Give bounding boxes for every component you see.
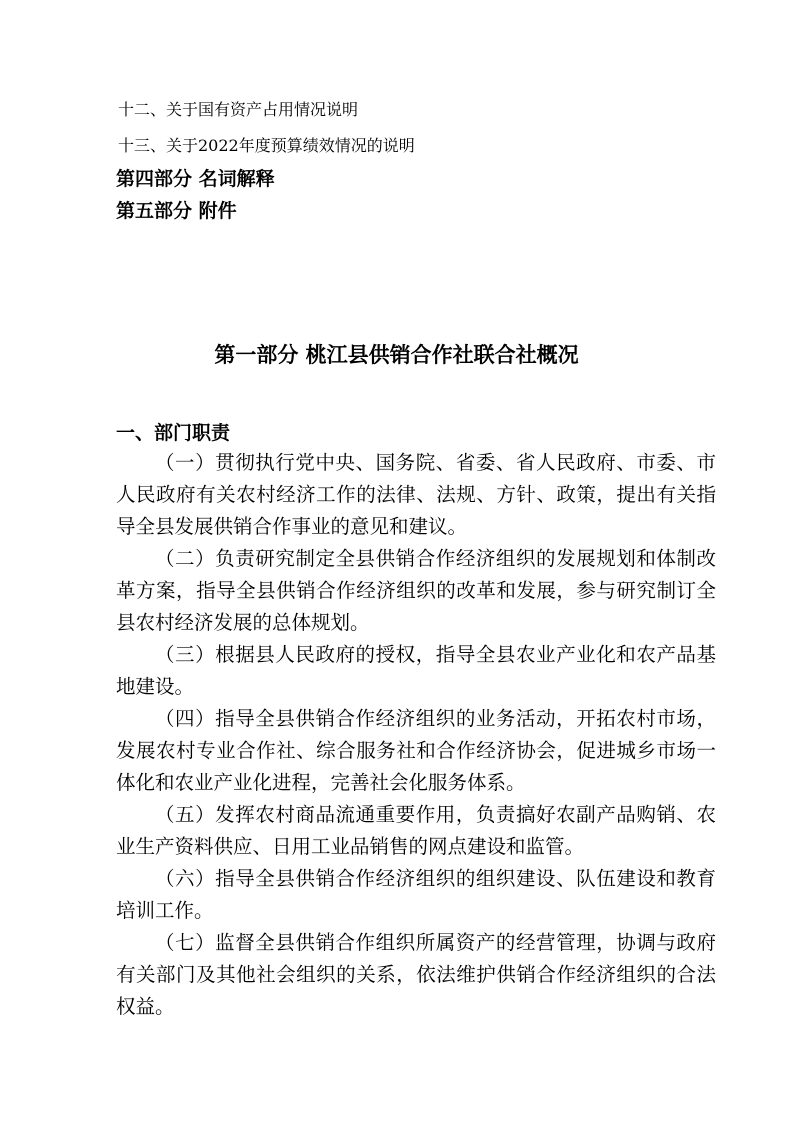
paragraph-duty-7: （七）监督全县供销合作组织所属资产的经营管理，协调与政府有关部门及其他社会组织的关系，依法维护供销合作经济组织的合法权益。 xyxy=(116,931,716,1018)
paragraph-duty-1: （一）贯彻执行党中央、国务院、省委、省人民政府、市委、市人民政府有关农村经济工作的法律、法规、方针、政策，提出有关指导全县发展供销合作事业的意见和建议。 xyxy=(116,451,716,538)
part-title: 第一部分 桃江县供销合作社联合社概况 xyxy=(214,342,579,367)
paragraph-duty-5: （五）发挥农村商品流通重要作用，负责搞好农副产品购销、农业生产资料供应、日用工业品销售的网点建设和监管。 xyxy=(116,803,716,858)
toc-part-5: 第五部分 附件 xyxy=(116,200,237,222)
toc-item-13: 十三、关于2022年度预算绩效情况的说明 xyxy=(118,136,415,155)
toc-item-12: 十二、关于国有资产占用情况说明 xyxy=(118,100,359,119)
paragraph-duty-3: （三）根据县人民政府的授权，指导全县农业产业化和农产品基地建设。 xyxy=(116,643,716,698)
body-text xyxy=(116,447,716,1023)
toc-part-4: 第四部分 名词解释 xyxy=(116,168,275,190)
paragraph-duty-4: （四）指导全县供销合作经济组织的业务活动，开拓农村市场，发展农村专业合作社、综合服务社和合作经济协会，促进城乡市场一体化和农业产业化进程，完善社会化服务体系。 xyxy=(116,707,716,794)
section-heading: 一、部门职责 xyxy=(116,422,231,444)
paragraph-duty-6: （六）指导全县供销合作经济组织的组织建设、队伍建设和教育培训工作。 xyxy=(116,867,716,922)
paragraph-duty-2: （二）负责研究制定全县供销合作经济组织的发展规划和体制改革方案，指导全县供销合作经济组织的改革和发展，参与研究制订全县农村经济发展的总体规划。 xyxy=(116,547,716,634)
